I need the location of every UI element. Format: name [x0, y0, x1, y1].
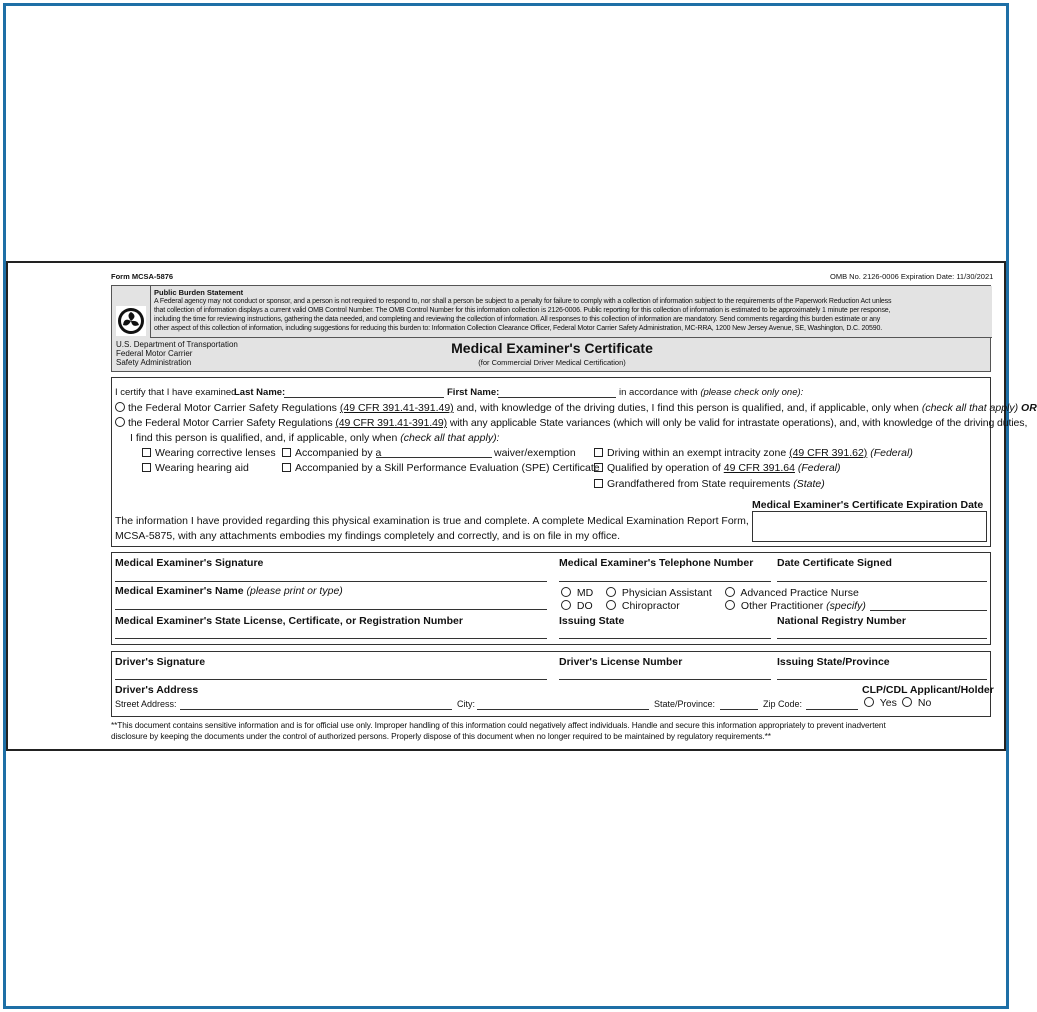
first-name-label: First Name: [447, 387, 500, 398]
waiver-field[interactable] [376, 457, 492, 458]
registry-label: National Registry Number [777, 615, 906, 627]
expiration-date-field[interactable] [752, 511, 987, 542]
credential-chiropractor[interactable]: Chiropractor [606, 600, 680, 612]
statement-line-2: MCSA-5875, with any attachments embodies my findings completely and correctly, and is on file in my office. [115, 530, 621, 542]
apn-radio[interactable] [725, 587, 735, 597]
expiration-date-label: Medical Examiner's Certificate Expiration Date [752, 499, 984, 511]
agency-line-1: U.S. Department of Transportation [116, 340, 238, 349]
state-variance-radio[interactable] [115, 417, 125, 427]
examiner-section [111, 552, 991, 645]
accordance-text: in accordance with (please check only one): [619, 387, 804, 398]
driver-signature-label: Driver's Signature [115, 656, 206, 668]
dot-triskelion-icon [116, 306, 146, 336]
state-label: State/Province: [654, 699, 716, 709]
credential-do[interactable]: DO [561, 600, 593, 612]
credential-other[interactable]: Other Practitioner (specify) [725, 600, 866, 612]
city-field[interactable] [477, 709, 649, 710]
option-fmcsr[interactable]: the Federal Motor Carrier Safety Regulations (49 CFR 391.41-391.49) and, with knowledge of the driving duties, I find this person is qualified, and, if applicable, only when (check all that apply) OR [115, 402, 1037, 414]
cb-accompanied-waiver[interactable]: Accompanied by a [282, 447, 381, 459]
state-field[interactable] [720, 709, 758, 710]
street-field[interactable] [180, 709, 452, 710]
driver-license-field[interactable] [559, 679, 771, 680]
license-field[interactable] [115, 638, 547, 639]
clp-yes[interactable]: Yes [864, 697, 897, 709]
grandfathered-checkbox[interactable] [594, 479, 603, 488]
waiver-checkbox[interactable] [282, 448, 291, 457]
omb-number: OMB No. 2126-0006 Expiration Date: 11/30/2021 [830, 272, 994, 281]
form-number: Form MCSA-5876 [111, 272, 174, 281]
certificate-form [6, 261, 1037, 751]
driver-address-label: Driver's Address [115, 684, 199, 696]
md-radio[interactable] [561, 587, 571, 597]
last-name-field[interactable] [284, 397, 444, 398]
spe-checkbox[interactable] [282, 463, 291, 472]
examiner-name-label: Medical Examiner's Name (please print or type) [115, 585, 343, 597]
zip-field[interactable] [806, 709, 858, 710]
driver-issuing-label: Issuing State/Province [777, 656, 890, 668]
driver-license-label: Driver's License Number [559, 656, 683, 668]
zone-checkbox[interactable] [594, 448, 603, 457]
page-title: Medical Examiner's Certificate [451, 340, 653, 356]
clp-no[interactable]: No [902, 697, 931, 709]
cb-spe[interactable]: Accompanied by a Skill Performance Evaluation (SPE) Certificate [282, 462, 600, 474]
driver-issuing-field[interactable] [777, 679, 987, 680]
footer-line-1: **This document contains sensitive information and is for official use only. Improper handling of this information could negatively affect individuals. Handle and secure this information appropriately to prevent inadvertent [111, 720, 886, 730]
city-label: City: [457, 699, 475, 709]
clp-yes-radio[interactable] [864, 697, 874, 707]
zip-label: Zip Code: [763, 699, 803, 709]
cb-hearing-aid[interactable]: Wearing hearing aid [142, 462, 249, 474]
cb-grandfathered[interactable]: Grandfathered from State requirements (State) [594, 478, 825, 490]
credential-apn[interactable]: Advanced Practice Nurse [725, 587, 859, 599]
burden-text-4: other aspect of this collection of information, including suggestions for reducing this burden to: Information Collection Clearance Officer, Federal Motor Carrier Safety Administration, MC-RRA, 1200 New Jersey Avenue, SE, Washington, D.C. 20590. [154, 325, 883, 332]
examiner-phone-label: Medical Examiner's Telephone Number [559, 557, 754, 569]
driver-section [111, 651, 994, 717]
credential-md[interactable]: MD [561, 587, 593, 599]
burden-title: Public Burden Statement [154, 288, 244, 297]
date-signed-label: Date Certificate Signed [777, 557, 892, 569]
header-box [111, 285, 991, 372]
qualified-checkbox[interactable] [594, 463, 603, 472]
other-radio[interactable] [725, 600, 735, 610]
examiner-phone-field[interactable] [559, 581, 771, 582]
date-signed-field[interactable] [777, 581, 987, 582]
issuing-state-field[interactable] [559, 638, 771, 639]
pa-radio[interactable] [606, 587, 616, 597]
burden-statement [150, 286, 992, 338]
hearing-checkbox[interactable] [142, 463, 151, 472]
statement-line-1: The information I have provided regarding this physical examination is true and complete. A complete Medical Examination Report Form, [115, 515, 749, 527]
registry-field[interactable] [777, 638, 987, 639]
waiver-label: waiver/exemption [494, 447, 576, 459]
burden-text-1: A Federal agency may not conduct or sponsor, and a person is not required to respond to, nor shall a person be subject to a penalty for failure to comply with a collection of information subject to the requirements of the Paperwork Reduction Act unless [154, 298, 892, 305]
cb-qualified-operation[interactable]: Qualified by operation of 49 CFR 391.64 (Federal) [594, 462, 841, 474]
certify-intro: I certify that I have examined [115, 387, 237, 398]
fmcsr-radio[interactable] [115, 402, 125, 412]
examiner-signature-label: Medical Examiner's Signature [115, 557, 264, 569]
last-name-label: Last Name: [234, 387, 286, 398]
burden-text-3: including the time for reviewing instructions, gathering the data needed, and completing and reviewing the collection of information. All responses to this collection of information are mandatory. Send comments regarding this burden estimate or any [154, 316, 881, 323]
dot-logo [112, 304, 150, 338]
do-radio[interactable] [561, 600, 571, 610]
option-state-variance[interactable]: the Federal Motor Carrier Safety Regulations (49 CFR 391.41-391.49) with any applicable State variances (which will only be valid for intrastate operations), and, with knowledge of the driving duties, [115, 417, 1027, 429]
driver-signature-field[interactable] [115, 679, 547, 680]
burden-text-2: that collection of information displays a current valid OMB Control Number. The OMB Control Number for this information collection is 2126-0006. Public reporting for this collection of information is estimated to be approximately 1 minute per response, [154, 307, 891, 314]
cb-corrective-lenses[interactable]: Wearing corrective lenses [142, 447, 276, 459]
examiner-name-field[interactable] [115, 609, 547, 610]
option-state-variance-line2: I find this person is qualified, and, if applicable, only when (check all that apply): [130, 432, 500, 444]
page-subtitle: (for Commercial Driver Medical Certification) [478, 358, 626, 367]
cb-intracity-zone[interactable]: Driving within an exempt intracity zone (49 CFR 391.62) (Federal) [594, 447, 913, 459]
examiner-signature-field[interactable] [115, 581, 547, 582]
agency-line-2: Federal Motor Carrier [116, 349, 193, 358]
chiropractor-radio[interactable] [606, 600, 616, 610]
issuing-state-label: Issuing State [559, 615, 625, 627]
credential-pa[interactable]: Physician Assistant [606, 587, 712, 599]
license-label: Medical Examiner's State License, Certificate, or Registration Number [115, 615, 463, 627]
footer-line-2: disclosure by keeping the documents under the control of authorized persons. Properly dispose of this document when no longer required to be maintained by regulatory requirements.** [111, 731, 771, 741]
certification-section [111, 377, 1037, 547]
first-name-field[interactable] [498, 397, 616, 398]
clp-no-radio[interactable] [902, 697, 912, 707]
other-practitioner-field[interactable] [870, 610, 987, 611]
street-label: Street Address: [115, 699, 177, 709]
agency-line-3: Safety Administration [116, 358, 192, 367]
lenses-checkbox[interactable] [142, 448, 151, 457]
clp-cdl-label: CLP/CDL Applicant/Holder [862, 684, 994, 696]
